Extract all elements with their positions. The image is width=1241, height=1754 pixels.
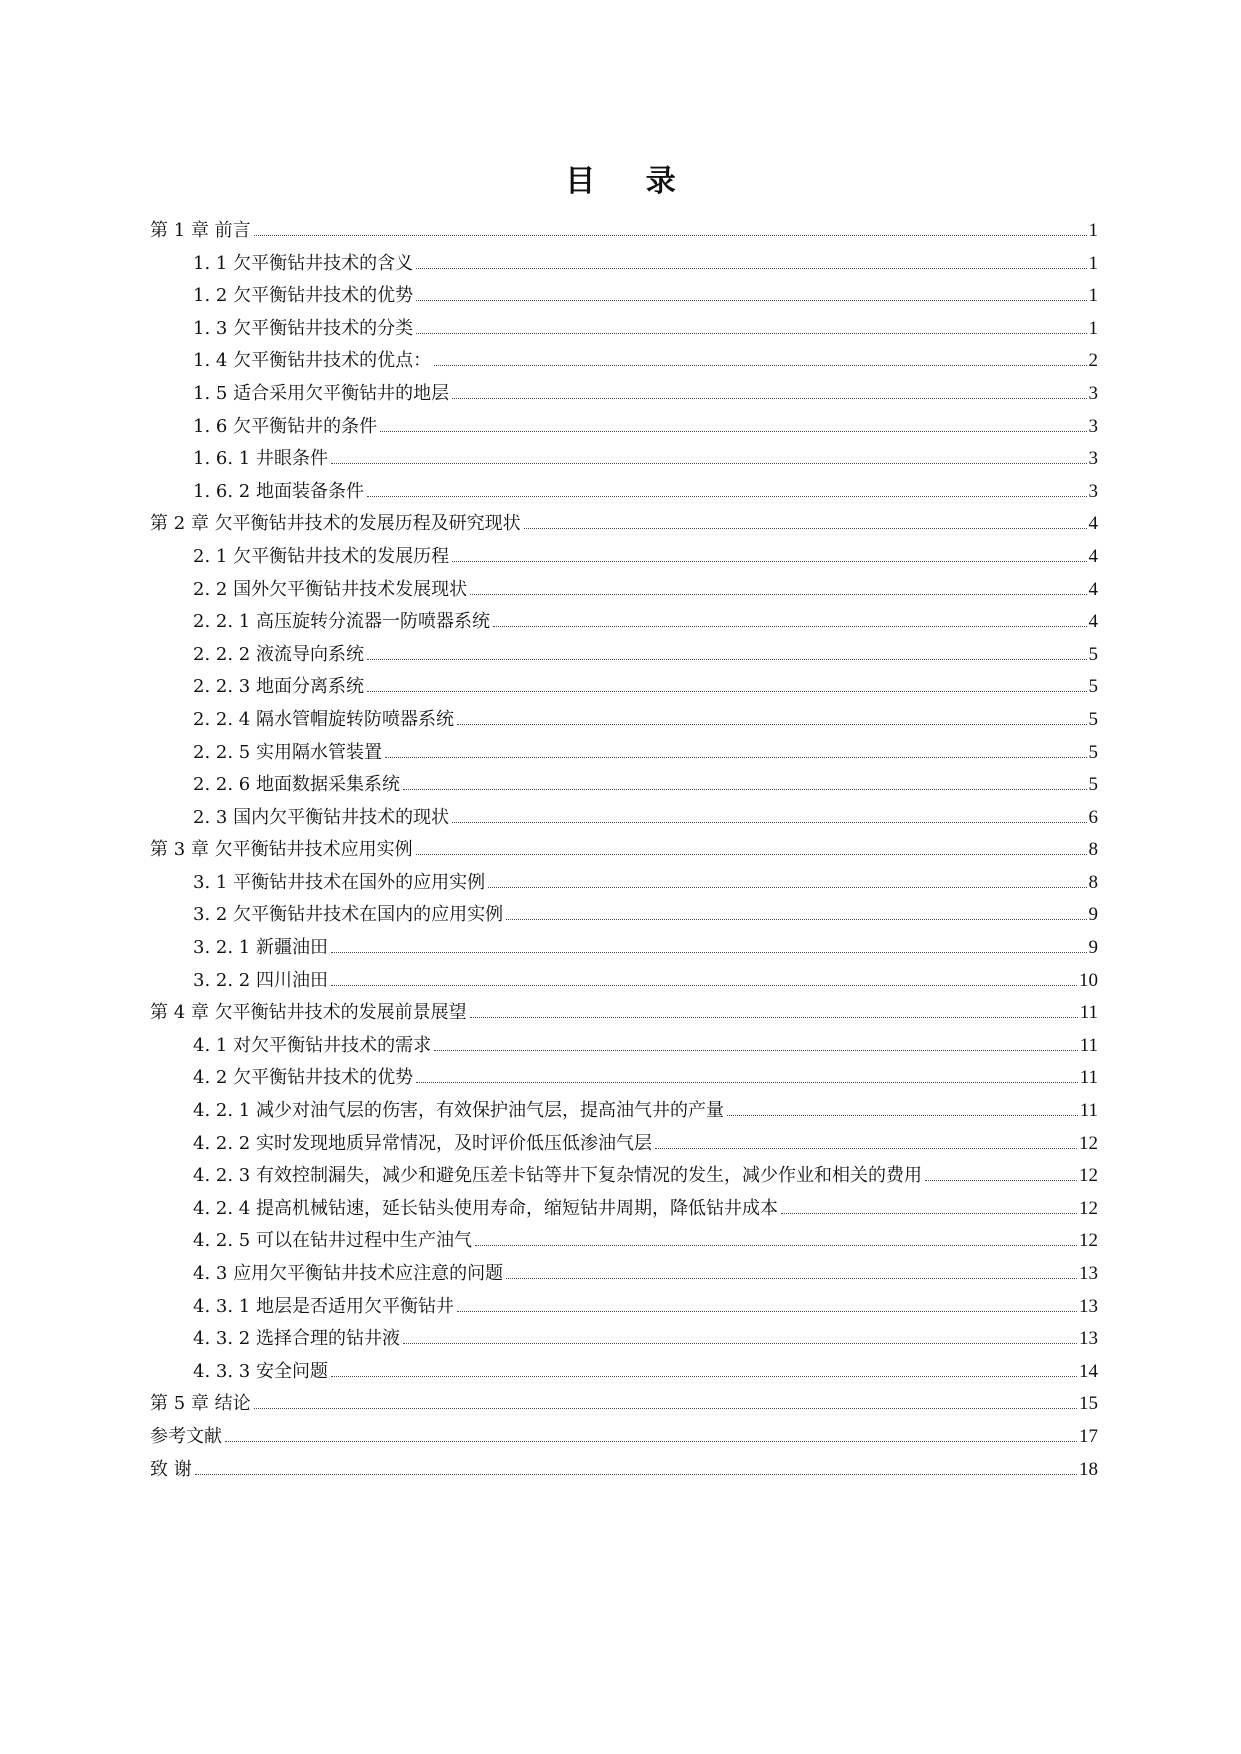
toc-dot-leader	[493, 625, 1087, 627]
toc-entry-title: 第 3 章 欠平衡钻井技术应用实例	[150, 839, 413, 861]
toc-entry[interactable]	[150, 834, 1098, 867]
toc-dot-leader	[524, 527, 1087, 529]
toc-entry[interactable]	[150, 1225, 1098, 1258]
toc-entry-title: 4. 3. 1 地层是否适用欠平衡钻井	[193, 1295, 454, 1317]
toc-entry-title: 2. 3 国内欠平衡钻井技术的现状	[193, 806, 450, 828]
toc-entry[interactable]	[150, 671, 1098, 704]
toc-page-number: 4	[1088, 545, 1098, 567]
toc-entry-title: 参考文献	[150, 1425, 222, 1447]
toc-entry[interactable]	[150, 704, 1098, 737]
toc-page-number: 4	[1088, 513, 1098, 535]
toc-page-number: 5	[1088, 708, 1098, 730]
toc-page-number: 3	[1088, 480, 1098, 502]
toc-page-number: 11	[1079, 1067, 1098, 1089]
toc-entry[interactable]	[150, 867, 1098, 900]
toc-dot-leader	[367, 495, 1087, 497]
toc-page-number: 12	[1079, 1197, 1098, 1219]
toc-entry[interactable]	[150, 1193, 1098, 1226]
toc-page-number: 3	[1088, 415, 1098, 437]
toc-page-number: 8	[1088, 839, 1098, 861]
toc-page-number: 9	[1088, 937, 1098, 959]
toc-entry-title: 2. 2 国外欠平衡钻井技术发展现状	[193, 578, 468, 600]
toc-page-number: 6	[1088, 806, 1098, 828]
toc-page-number: 12	[1079, 1132, 1098, 1154]
toc-page-number: 17	[1079, 1425, 1098, 1447]
toc-page-number: 2	[1088, 350, 1098, 372]
toc-dot-leader	[331, 984, 1077, 986]
toc-page-number: 11	[1079, 1034, 1098, 1056]
toc-entry[interactable]	[150, 965, 1098, 998]
toc-dot-leader	[367, 658, 1087, 660]
toc-dot-leader	[195, 1473, 1077, 1475]
toc-page-number: 1	[1088, 285, 1098, 307]
toc-entry-title: 4. 2. 5 可以在钻井过程中生产油气	[193, 1230, 472, 1252]
toc-entry[interactable]	[150, 737, 1098, 770]
toc-entry[interactable]	[150, 899, 1098, 932]
toc-dot-leader	[457, 1310, 1077, 1312]
toc-entry-title: 3. 2. 1 新疆油田	[193, 937, 328, 959]
toc-dot-leader	[452, 821, 1086, 823]
toc-page-number: 5	[1088, 774, 1098, 796]
toc-entry-title: 4. 2. 1 减少对油气层的伤害，有效保护油气层，提高油气井的产量	[193, 1100, 724, 1122]
toc-entry[interactable]	[150, 1128, 1098, 1161]
toc-entry-title: 2. 2. 5 实用隔水管装置	[193, 741, 382, 763]
toc-page-number: 3	[1088, 448, 1098, 470]
toc-dot-leader	[254, 1407, 1077, 1409]
toc-page-number: 3	[1088, 382, 1098, 404]
toc-entry-title: 4. 2. 4 提高机械钻速，延长钻头使用寿命，缩短钻井周期，降低钻井成本	[193, 1197, 778, 1219]
toc-dot-leader	[367, 690, 1087, 692]
toc-dot-leader	[655, 1147, 1077, 1149]
toc-page-number: 1	[1088, 220, 1098, 241]
toc-dot-leader	[506, 918, 1086, 920]
toc-entry[interactable]	[150, 280, 1098, 313]
toc-page-number: 12	[1079, 1165, 1098, 1187]
toc-dot-leader	[457, 723, 1087, 725]
toc-dot-leader	[385, 756, 1087, 758]
toc-title: 目 录	[565, 164, 696, 199]
toc-dot-leader	[475, 1244, 1077, 1246]
toc-page-number: 13	[1079, 1263, 1098, 1284]
toc-dot-leader	[416, 267, 1086, 269]
toc-entry-title: 1. 6. 2 地面装备条件	[193, 480, 364, 502]
toc-entry-title: 第 1 章 前言	[150, 220, 251, 241]
toc-entry[interactable]	[150, 476, 1098, 509]
toc-page-number: 15	[1079, 1393, 1098, 1415]
toc-entry-title: 2. 2. 1 高压旋转分流器一防喷器系统	[193, 611, 490, 633]
toc-dot-leader	[254, 234, 1087, 236]
toc-entry-title: 致 谢	[150, 1458, 192, 1480]
toc-dot-leader	[470, 593, 1086, 595]
toc-dot-leader	[331, 1375, 1077, 1377]
toc-entry[interactable]	[150, 248, 1098, 281]
toc-dot-leader	[470, 1016, 1078, 1018]
toc-entry-title: 第 2 章 欠平衡钻井技术的发展历程及研究现状	[150, 513, 521, 535]
toc-page-number: 10	[1079, 969, 1098, 991]
toc-dot-leader	[225, 1440, 1077, 1442]
toc-entry-title: 第 4 章 欠平衡钻井技术的发展前景展望	[150, 1002, 467, 1024]
toc-entry-title: 4. 3. 2 选择合理的钻井液	[193, 1328, 400, 1350]
toc-dot-leader	[416, 1081, 1078, 1083]
toc-entry[interactable]	[150, 411, 1098, 444]
toc-entry[interactable]	[150, 215, 1098, 248]
toc-entry[interactable]	[150, 345, 1098, 378]
toc-page-number: 12	[1079, 1230, 1098, 1252]
toc-entry-title: 1. 4 欠平衡钻井技术的优点：	[193, 350, 432, 372]
toc-page-number: 5	[1088, 741, 1098, 763]
toc-dot-leader	[506, 1277, 1077, 1279]
toc-entry[interactable]	[150, 1356, 1098, 1389]
toc-page-number: 11	[1079, 1002, 1098, 1024]
toc-entry[interactable]	[150, 313, 1098, 346]
toc-entry-title: 2. 1 欠平衡钻井技术的发展历程	[193, 545, 450, 567]
toc-entry[interactable]	[150, 932, 1098, 965]
toc-page-number: 18	[1079, 1458, 1098, 1480]
toc-entry[interactable]	[150, 1291, 1098, 1324]
toc-entry-title: 4. 3 应用欠平衡钻井技术应注意的问题	[193, 1263, 504, 1284]
toc-page-number: 11	[1079, 1100, 1098, 1122]
toc-entry[interactable]	[150, 997, 1098, 1030]
toc-dot-leader	[452, 397, 1086, 399]
toc-dot-leader	[434, 364, 1086, 366]
toc-entry[interactable]	[150, 378, 1098, 411]
toc-page-number: 5	[1088, 643, 1098, 665]
toc-dot-leader	[727, 1114, 1078, 1116]
toc-entry-title: 3. 2. 2 四川油田	[193, 969, 328, 991]
toc-entry[interactable]	[150, 1323, 1098, 1356]
toc-entry[interactable]	[150, 541, 1098, 574]
toc-entry[interactable]	[150, 1258, 1098, 1291]
toc-page-number: 14	[1079, 1360, 1098, 1382]
toc-page-number: 13	[1079, 1328, 1098, 1350]
toc-entry-title: 2. 2. 3 地面分离系统	[193, 676, 364, 698]
toc-entry-title: 4. 2 欠平衡钻井技术的优势	[193, 1067, 414, 1089]
toc-dot-leader	[781, 1212, 1077, 1214]
toc-page-number: 1	[1088, 317, 1098, 339]
toc-dot-leader	[331, 462, 1087, 464]
toc-page-number: 13	[1079, 1295, 1098, 1317]
toc-entry-title: 4. 2. 2 实时发现地质异常情况，及时评价低压低渗油气层	[193, 1132, 652, 1154]
toc-dot-leader	[488, 886, 1086, 888]
toc-entry-title: 3. 2 欠平衡钻井技术在国内的应用实例	[193, 904, 504, 926]
toc-entry[interactable]	[150, 443, 1098, 476]
toc-page-number: 4	[1088, 611, 1098, 633]
toc-entry-title: 1. 5 适合采用欠平衡钻井的地层	[193, 382, 450, 404]
toc-entry[interactable]	[150, 1062, 1098, 1095]
toc-dot-leader	[331, 951, 1087, 953]
toc-dot-leader	[452, 560, 1086, 562]
toc-entry[interactable]	[150, 639, 1098, 672]
toc-dot-leader	[403, 788, 1087, 790]
toc-entry[interactable]	[150, 1421, 1098, 1454]
toc-entry[interactable]	[150, 606, 1098, 639]
toc-entry-title: 1. 1 欠平衡钻井技术的含义	[193, 252, 414, 274]
toc-dot-leader	[434, 1049, 1078, 1051]
toc-dot-leader	[416, 299, 1086, 301]
toc-entry-title: 1. 6. 1 井眼条件	[193, 448, 328, 470]
toc-dot-leader	[416, 853, 1087, 855]
toc-page-number: 4	[1088, 578, 1098, 600]
toc-entry[interactable]	[150, 574, 1098, 607]
toc-page-number: 5	[1088, 676, 1098, 698]
toc-page-number: 9	[1088, 904, 1098, 926]
toc-entry-title: 4. 3. 3 安全问题	[193, 1360, 328, 1382]
toc-entry-title: 2. 2. 4 隔水管帽旋转防喷器系统	[193, 708, 454, 730]
toc-entry-title: 1. 2 欠平衡钻井技术的优势	[193, 285, 414, 307]
table-of-contents	[150, 215, 1098, 1486]
toc-dot-leader	[416, 332, 1086, 334]
toc-dot-leader	[925, 1179, 1077, 1181]
toc-entry-title: 1. 6 欠平衡钻井的条件	[193, 415, 378, 437]
toc-entry[interactable]	[150, 508, 1098, 541]
toc-entry[interactable]	[150, 1030, 1098, 1063]
toc-dot-leader	[403, 1342, 1077, 1344]
toc-entry[interactable]	[150, 1095, 1098, 1128]
toc-entry-title: 第 5 章 结论	[150, 1393, 251, 1415]
toc-entry-title: 2. 2. 6 地面数据采集系统	[193, 774, 400, 796]
toc-entry[interactable]	[150, 1454, 1098, 1487]
toc-page-number: 1	[1088, 252, 1098, 274]
toc-entry-title: 3. 1 平衡钻井技术在国外的应用实例	[193, 871, 486, 893]
toc-entry-title: 2. 2. 2 液流导向系统	[193, 643, 364, 665]
toc-entry[interactable]	[150, 1160, 1098, 1193]
toc-page-number: 8	[1088, 871, 1098, 893]
toc-entry-title: 4. 1 对欠平衡钻井技术的需求	[193, 1034, 432, 1056]
toc-entry[interactable]	[150, 802, 1098, 835]
toc-entry-title: 4. 2. 3 有效控制漏失，减少和避免压差卡钻等井下复杂情况的发生，减少作业和相关的费用	[193, 1165, 922, 1187]
toc-entry[interactable]	[150, 769, 1098, 802]
toc-entry-title: 1. 3 欠平衡钻井技术的分类	[193, 317, 414, 339]
toc-entry[interactable]	[150, 1388, 1098, 1421]
toc-dot-leader	[380, 430, 1086, 432]
